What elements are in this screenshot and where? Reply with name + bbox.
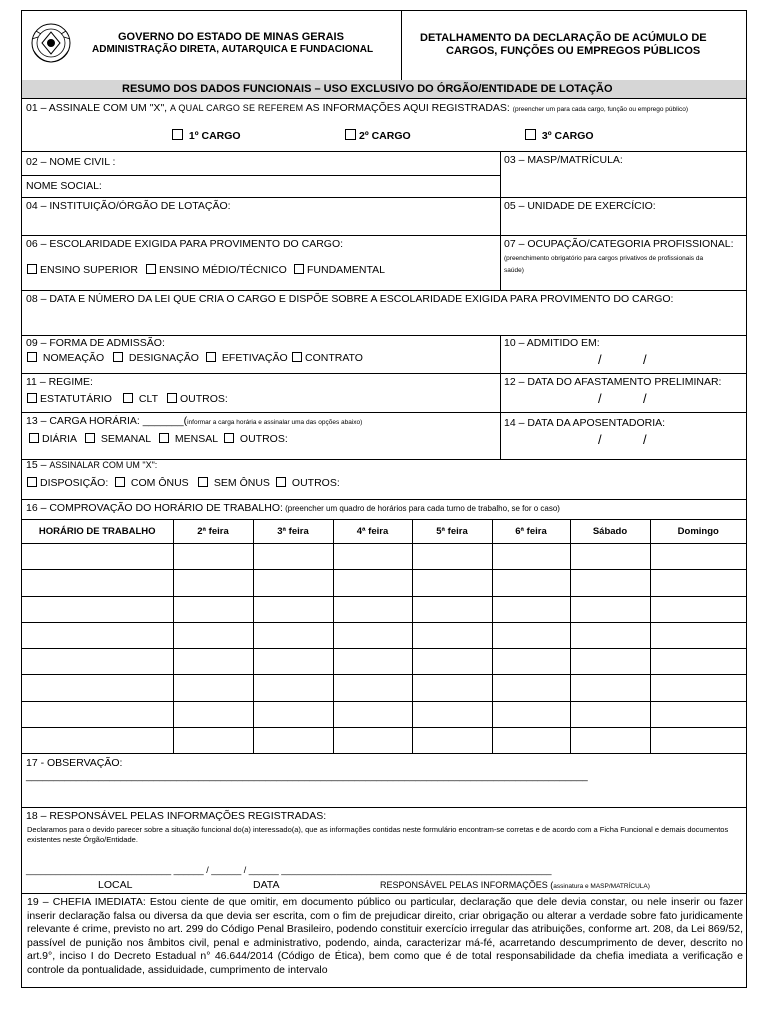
table-row	[22, 675, 746, 701]
checkbox[interactable]	[29, 433, 39, 443]
schedule-cell[interactable]	[22, 544, 173, 570]
field-09-label: 09 – FORMA DE ADMISSÃO:	[26, 337, 165, 349]
option-contrato[interactable]: CONTRATO	[292, 352, 363, 364]
checkbox[interactable]	[525, 129, 536, 140]
summary-band-title: RESUMO DOS DADOS FUNCIONAIS – USO EXCLUSIVO DO ÓRGÃO/ENTIDADE DE LOTAÇÃO	[122, 83, 613, 95]
checkbox[interactable]	[115, 477, 125, 487]
schedule-cell[interactable]	[650, 675, 746, 701]
option-fundamental[interactable]: FUNDAMENTAL	[294, 264, 385, 276]
checkbox[interactable]	[27, 477, 37, 487]
field-15-label: 15 – ASSINALAR COM UM "X":	[26, 459, 158, 471]
option-efetivacao[interactable]: EFETIVAÇÃO	[206, 352, 288, 364]
schedule-cell[interactable]	[492, 622, 570, 648]
form-page	[21, 10, 747, 988]
schedule-cell[interactable]	[492, 728, 570, 754]
schedule-cell[interactable]	[253, 622, 333, 648]
checkbox[interactable]	[292, 352, 302, 362]
option-cargo-1[interactable]: 1º CARGO	[172, 129, 241, 142]
schedule-cell[interactable]	[173, 701, 253, 727]
option-semanal[interactable]: SEMANAL	[85, 433, 151, 445]
checkbox[interactable]	[27, 393, 37, 403]
schedule-cell[interactable]	[253, 649, 333, 675]
schedule-cell[interactable]	[412, 596, 492, 622]
state-coat-of-arms-icon	[28, 21, 74, 65]
column-header: 5ª feira	[412, 520, 492, 544]
field-07-label: 07 – OCUPAÇÃO/CATEGORIA PROFISSIONAL:	[504, 238, 734, 250]
option-mensal[interactable]: MENSAL	[159, 433, 218, 445]
schedule-cell[interactable]	[570, 570, 650, 596]
schedule-cell[interactable]	[22, 596, 173, 622]
schedule-cell[interactable]	[412, 544, 492, 570]
checkbox[interactable]	[27, 352, 37, 362]
field-18-label: 18 – RESPONSÁVEL PELAS INFORMAÇÕES REGISTRADAS:	[26, 810, 327, 822]
schedule-cell[interactable]	[173, 649, 253, 675]
field-12-label: 12 – DATA DO AFASTAMENTO PRELIMINAR:	[504, 376, 722, 388]
schedule-cell[interactable]	[570, 675, 650, 701]
field-03-label: 03 – MASP/MATRÍCULA:	[504, 154, 623, 166]
option-sem-onus[interactable]: SEM ÔNUS	[198, 477, 270, 489]
observation-line[interactable]: _____________________________________________________________________________________________________	[26, 771, 588, 782]
column-header: 4ª feira	[333, 520, 412, 544]
schedule-cell[interactable]	[570, 701, 650, 727]
column-header: 2ª feira	[173, 520, 253, 544]
schedule-cell[interactable]	[492, 544, 570, 570]
option-ensino-superior[interactable]: ENSINO SUPERIOR	[27, 264, 138, 276]
schedule-cell[interactable]	[650, 622, 746, 648]
option-disposicao[interactable]: DISPOSIÇÃO:	[27, 477, 108, 489]
schedule-cell[interactable]	[22, 675, 173, 701]
option-outros-carga[interactable]: OUTROS:	[224, 433, 288, 445]
option-outros-regime[interactable]: OUTROS:	[167, 393, 228, 405]
local-label: LOCAL	[98, 879, 133, 891]
schedule-cell[interactable]	[412, 675, 492, 701]
checkbox[interactable]	[345, 129, 356, 140]
schedule-cell[interactable]	[253, 728, 333, 754]
field-14-label: 14 – DATA DA APOSENTADORIA:	[504, 417, 666, 429]
schedule-cell[interactable]	[22, 649, 173, 675]
field-01-label: 01 – ASSINALE COM UM "X", A QUAL CARGO SE REFEREM AS INFORMAÇÕES AQUI REGISTRADAS: (preencher um para cada cargo, função ou emprego público)	[26, 102, 689, 114]
option-cargo-2[interactable]: 2º CARGO	[345, 129, 411, 142]
option-cargo-3[interactable]: 3º CARGO	[525, 129, 594, 142]
field-06-label: 06 – ESCOLARIDADE EXIGIDA PARA PROVIMENTO DO CARGO:	[26, 238, 344, 250]
schedule-cell[interactable]	[650, 728, 746, 754]
schedule-cell[interactable]	[570, 622, 650, 648]
form-title-line2: CARGOS, FUNÇÕES OU EMPREGOS PÚBLICOS	[446, 45, 701, 57]
field-07-note-line1: (preenchimento obrigatório para cargos privativos de profissionais da	[504, 255, 704, 262]
schedule-cell[interactable]	[492, 701, 570, 727]
option-nomeacao[interactable]: NOMEAÇÃO	[27, 352, 104, 364]
schedule-cell[interactable]	[570, 649, 650, 675]
schedule-cell[interactable]	[570, 596, 650, 622]
field-02-label: 02 – NOME CIVIL :	[26, 156, 116, 168]
option-designacao[interactable]: DESIGNAÇÃO	[113, 352, 199, 364]
field-16-label: 16 – COMPROVAÇÃO DO HORÁRIO DE TRABALHO: (preencher um quadro de horários para cada turno de trabalho, se for o caso)	[26, 502, 560, 514]
schedule-cell[interactable]	[492, 649, 570, 675]
checkbox[interactable]	[294, 264, 304, 274]
work-schedule-table	[22, 519, 746, 754]
schedule-cell[interactable]	[173, 728, 253, 754]
administration-line: ADMINISTRAÇÃO DIRETA, AUTARQUICA E FUNDACIONAL	[92, 44, 374, 55]
field-05-label: 05 – UNIDADE DE EXERCÍCIO:	[504, 200, 656, 212]
schedule-cell[interactable]	[333, 728, 412, 754]
table-row	[22, 596, 746, 622]
table-row	[22, 622, 746, 648]
schedule-cell[interactable]	[22, 728, 173, 754]
field-social-name-label: NOME SOCIAL:	[26, 180, 102, 192]
form-title-line1: DETALHAMENTO DA DECLARAÇÃO DE ACÚMULO DE	[420, 32, 707, 44]
field-08-label: 08 – DATA E NÚMERO DA LEI QUE CRIA O CARGO E DISPÕE SOBRE A ESCOLARIDADE EXIGIDA PARA PROVIMENTO DO CARGO:	[26, 293, 674, 305]
schedule-cell[interactable]	[22, 701, 173, 727]
schedule-cell[interactable]	[333, 701, 412, 727]
signature-line[interactable]: _____________________________ ______ / ______ / ______ ______________________________________________________	[26, 865, 552, 875]
schedule-cell[interactable]	[333, 649, 412, 675]
date-slash: /	[598, 432, 602, 447]
schedule-cell[interactable]	[333, 570, 412, 596]
option-com-onus[interactable]: COM ÔNUS	[115, 477, 189, 489]
schedule-cell[interactable]	[650, 649, 746, 675]
schedule-cell[interactable]	[412, 649, 492, 675]
column-header: Sábado	[570, 520, 650, 544]
date-slash: /	[643, 391, 647, 406]
schedule-cell[interactable]	[253, 675, 333, 701]
schedule-cell[interactable]	[650, 701, 746, 727]
table-row	[22, 570, 746, 596]
field-10-label: 10 – ADMITIDO EM:	[504, 337, 600, 349]
field-13-label: 13 – CARGA HORÁRIA: _______(informar a carga horária e assinalar uma das opções abaixo)	[26, 415, 363, 427]
declaration-text: Declaramos para o devido parecer sobre a situação funcional do(a) interessado(a), que as informações contidas neste formulário encontram-se corretas e de acordo com a Ficha Funcional e demais documentos existentes neste Órgão/Entidade.	[27, 825, 729, 844]
date-slash: /	[598, 352, 602, 367]
responsible-label: RESPONSÁVEL PELAS INFORMAÇÕES (assinatura e MASP/MATRÍCULA)	[380, 880, 650, 890]
table-row	[22, 728, 746, 754]
checkbox[interactable]	[167, 393, 177, 403]
schedule-cell[interactable]	[333, 675, 412, 701]
option-ensino-medio[interactable]: ENSINO MÉDIO/TÉCNICO	[146, 264, 287, 276]
schedule-cell[interactable]	[333, 544, 412, 570]
schedule-cell[interactable]	[650, 544, 746, 570]
table-row	[22, 649, 746, 675]
schedule-cell[interactable]	[173, 544, 253, 570]
checkbox[interactable]	[159, 433, 169, 443]
checkbox[interactable]	[198, 477, 208, 487]
column-header: 3ª feira	[253, 520, 333, 544]
checkbox[interactable]	[85, 433, 95, 443]
column-header: 6ª feira	[492, 520, 570, 544]
schedule-cell[interactable]	[492, 570, 570, 596]
schedule-cell[interactable]	[253, 570, 333, 596]
field-07-note-line2: saúde)	[504, 267, 524, 274]
table-row	[22, 544, 746, 570]
schedule-cell[interactable]	[22, 570, 173, 596]
schedule-cell[interactable]	[333, 622, 412, 648]
field-04-label: 04 – INSTITUIÇÃO/ÓRGÃO DE LOTAÇÃO:	[26, 200, 231, 212]
table-row	[22, 701, 746, 727]
column-header: HORÁRIO DE TRABALHO	[22, 520, 173, 544]
schedule-cell[interactable]	[412, 622, 492, 648]
schedule-cell[interactable]	[650, 596, 746, 622]
schedule-cell[interactable]	[412, 701, 492, 727]
schedule-cell[interactable]	[253, 701, 333, 727]
date-slash: /	[643, 352, 647, 367]
column-header: Domingo	[650, 520, 746, 544]
schedule-cell[interactable]	[412, 570, 492, 596]
checkbox[interactable]	[113, 352, 123, 362]
government-name: GOVERNO DO ESTADO DE MINAS GERAIS	[118, 31, 344, 43]
checkbox[interactable]	[224, 433, 234, 443]
option-estatutario[interactable]: ESTATUTÁRIO	[27, 393, 112, 405]
option-outros-disposicao[interactable]: OUTROS:	[276, 477, 340, 489]
schedule-cell[interactable]	[570, 544, 650, 570]
date-slash: /	[643, 432, 647, 447]
option-clt[interactable]: CLT	[123, 393, 158, 405]
schedule-cell[interactable]	[253, 596, 333, 622]
checkbox[interactable]	[276, 477, 286, 487]
checkbox[interactable]	[206, 352, 216, 362]
schedule-cell[interactable]	[650, 570, 746, 596]
schedule-cell[interactable]	[492, 596, 570, 622]
schedule-cell[interactable]	[253, 544, 333, 570]
schedule-cell[interactable]	[412, 728, 492, 754]
checkbox[interactable]	[146, 264, 156, 274]
schedule-cell[interactable]	[333, 596, 412, 622]
schedule-cell[interactable]	[570, 728, 650, 754]
field-11-label: 11 – REGIME:	[26, 376, 93, 388]
date-slash: /	[598, 391, 602, 406]
schedule-cell[interactable]	[173, 596, 253, 622]
checkbox[interactable]	[27, 264, 37, 274]
schedule-cell[interactable]	[173, 570, 253, 596]
date-label: DATA	[253, 879, 280, 891]
field-19-text: 19 – CHEFIA IMEDIATA: Estou ciente de que omitir, em documento público ou particular, declaração que dele devia constar, ou nele inserir ou fazer inserir declaração falsa ou diversa da que devia ser escrita, com o fim de prejudicar direito, criar obrigação ou alterar a verdade sobre fato juridicamente relevante é crime, previsto no art. 299 do Código Penal Brasileiro, podendo constituir exercício irregular das atribuições, conforme art. 208, da Lei 869/52, passível de punição nos âmbitos civil, penal e administrativo, podendo, ainda, caracterizar má-fé, acarretando descumprimento de dever, descrito no art.9°, inciso I do Decreto Estadual n° 46.644/2014 (Código de Ética), bem como que é de total responsabilidade da chefia imediata a verificação e controle da pontualidade, assiduidade, cumprimento de intervalo	[27, 896, 743, 976]
schedule-cell[interactable]	[492, 675, 570, 701]
schedule-cell[interactable]	[173, 675, 253, 701]
schedule-cell[interactable]	[173, 622, 253, 648]
field-17-label: 17 - OBSERVAÇÃO:	[26, 757, 123, 769]
checkbox[interactable]	[172, 129, 183, 140]
schedule-cell[interactable]	[22, 622, 173, 648]
option-diaria[interactable]: DIÁRIA	[29, 433, 77, 445]
table-header-row	[22, 520, 746, 544]
checkbox[interactable]	[123, 393, 133, 403]
